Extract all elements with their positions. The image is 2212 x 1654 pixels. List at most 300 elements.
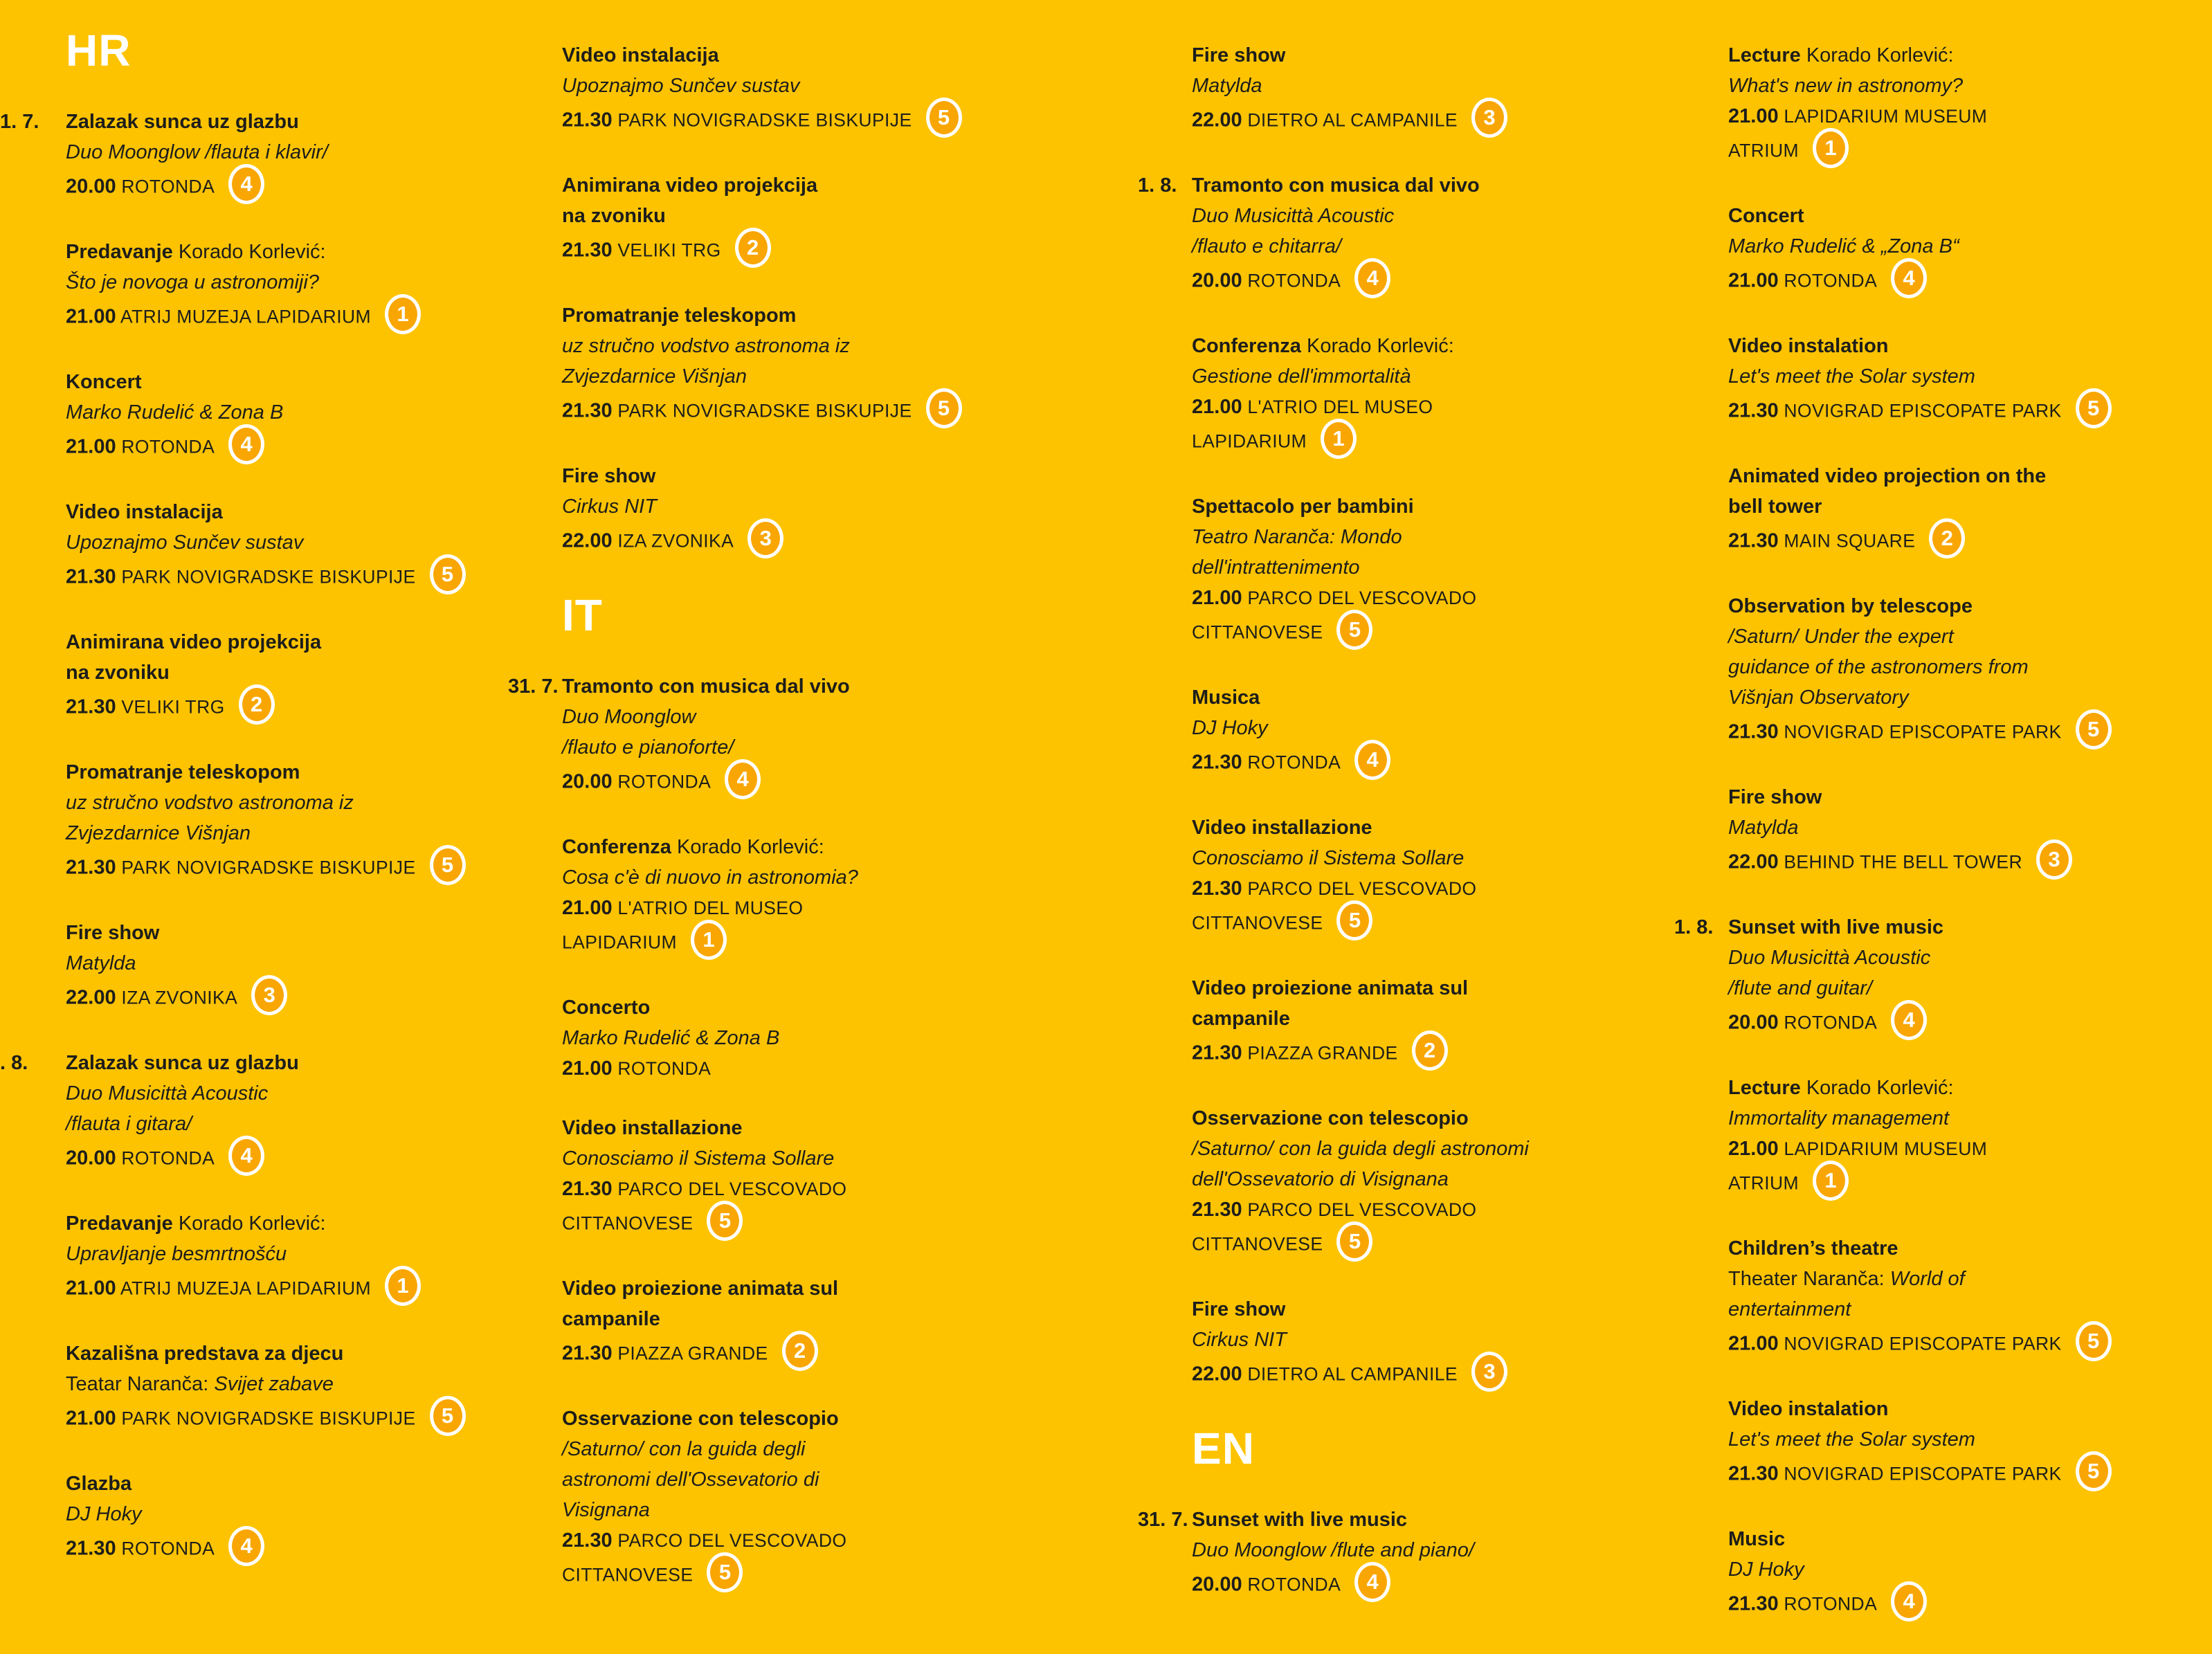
text-segment: ROTONDA [116, 1147, 215, 1169]
event-line [66, 1048, 523, 1078]
event-line [1728, 71, 2206, 101]
event-entry [1728, 591, 2206, 753]
text-segment: Korado Korlević: [1800, 1077, 1954, 1099]
text-segment: Conosciamo il Sistema Sollare [1192, 847, 1465, 869]
event-line [66, 298, 523, 338]
event-line [1728, 1103, 2206, 1134]
event-entry [1728, 1073, 2206, 1204]
text-segment: 21.30 [1728, 720, 1779, 743]
text-segment: ROTONDA [1242, 752, 1341, 773]
event-line [562, 1495, 1026, 1525]
event-entry [562, 1113, 1026, 1244]
event-entry [562, 1273, 1026, 1374]
event-line [66, 558, 523, 598]
text-segment: 21.00 [1728, 269, 1779, 292]
text-segment: Predavanje [66, 241, 173, 263]
event-entry [1728, 331, 2206, 432]
event-entry [1138, 1505, 1669, 1606]
event-line [66, 1239, 523, 1269]
text-segment: 21.00 [66, 1277, 116, 1300]
event-entry [0, 107, 523, 208]
event-line [1728, 591, 2206, 621]
text-segment: LAPIDARIUM MUSEUM [1778, 106, 1988, 127]
text-segment: 20.00 [1728, 1011, 1779, 1034]
venue-number-badge: 5 [707, 1201, 743, 1241]
event-line [66, 688, 523, 728]
text-segment: 20.00 [66, 1147, 116, 1170]
event-entry [1192, 973, 1669, 1074]
event-line [1192, 1535, 1669, 1565]
text-segment: ROTONDA [1778, 1593, 1878, 1615]
event-line [66, 757, 523, 788]
text-segment: ROTONDA [612, 771, 711, 792]
event-entry [1192, 682, 1669, 783]
event-line [562, 461, 1026, 491]
venue-number-badge: 5 [2076, 1321, 2112, 1361]
event-line [1192, 1225, 1669, 1265]
event-line [66, 948, 523, 979]
venue-number-badge: 5 [1336, 900, 1372, 940]
event-line [562, 893, 1026, 923]
program-column-4 [1674, 40, 2206, 1654]
event-line [562, 1204, 1026, 1244]
event-entry [1192, 812, 1669, 944]
text-segment: CITTANOVESE [562, 1564, 693, 1585]
venue-number-badge: 5 [430, 554, 466, 594]
venue-number-badge: 2 [239, 684, 275, 725]
text-segment: Upravljanje besmrtnošću [66, 1243, 287, 1265]
event-date: 1. 8. [1138, 174, 1177, 197]
text-segment: Fire show [1192, 44, 1286, 66]
text-segment: Cosa c'è di nuovo in astronomia? [562, 866, 858, 889]
event-line [1728, 461, 2206, 491]
venue-number-badge: 4 [1354, 258, 1390, 298]
text-segment: 21.30 [1728, 1462, 1779, 1485]
text-segment: Glazba [66, 1473, 132, 1495]
venue-number-badge: 5 [2076, 709, 2112, 749]
text-segment: Children’s theatre [1728, 1237, 1898, 1260]
text-segment: Conferenza [562, 836, 671, 858]
text-segment: PIAZZA GRANDE [612, 1343, 768, 1364]
text-segment: 21.00 [1728, 105, 1779, 127]
event-line [1192, 1505, 1669, 1535]
text-segment: Upoznajmo Sunčev sustav [66, 531, 304, 554]
event-line [66, 107, 523, 137]
event-entry [1192, 1103, 1669, 1265]
venue-number-badge: 4 [725, 759, 761, 799]
text-segment: 21.30 [562, 399, 613, 422]
event-line [562, 992, 1026, 1023]
event-line [562, 491, 1026, 522]
text-segment: Fire show [66, 922, 160, 944]
text-segment: DJ Hoky [1192, 717, 1268, 739]
venue-number-badge: 5 [430, 1396, 466, 1436]
text-segment: Promatranje teleskopom [562, 305, 797, 327]
event-line [562, 1053, 1026, 1084]
event-line [66, 1208, 523, 1239]
venue-number-badge: 4 [228, 1526, 264, 1566]
text-segment: 21.30 [562, 1342, 613, 1365]
text-segment: 20.00 [66, 175, 116, 198]
event-entry [562, 300, 1026, 432]
event-line [66, 979, 523, 1019]
text-segment: 21.30 [66, 1537, 116, 1560]
event-line [1728, 201, 2206, 231]
event-line [66, 428, 523, 468]
event-line [1728, 1073, 2206, 1103]
text-segment: BEHIND THE BELL TOWER [1778, 851, 2022, 873]
text-segment: na zvoniku [66, 662, 170, 684]
text-segment: DIETRO AL CAMPANILE [1242, 1363, 1458, 1385]
text-segment: Observation by telescope [1728, 595, 1973, 617]
event-entry [1728, 40, 2206, 172]
text-segment: ROTONDA [1242, 270, 1341, 291]
event-line [66, 818, 523, 848]
event-line [1192, 1294, 1669, 1325]
text-segment: Višnjan Observatory [1728, 687, 1909, 709]
event-line [1192, 583, 1669, 613]
event-line [1192, 812, 1669, 843]
venue-number-badge: 3 [2036, 839, 2072, 880]
text-segment: 20.00 [1192, 269, 1242, 292]
text-segment: 21.30 [1192, 1199, 1242, 1221]
venue-number-badge: 4 [1354, 740, 1390, 780]
event-line [562, 1556, 1026, 1596]
text-segment: CITTANOVESE [1192, 1233, 1323, 1255]
text-segment: ROTONDA [116, 176, 215, 197]
event-line [562, 1113, 1026, 1143]
event-line [1192, 682, 1669, 713]
text-segment: uz stručno vodstvo astronoma iz [562, 335, 850, 357]
event-entry [66, 918, 523, 1019]
text-segment: CITTANOVESE [1192, 912, 1323, 934]
event-entry [562, 170, 1026, 271]
event-line [562, 331, 1026, 361]
venue-number-badge: 3 [1471, 98, 1507, 138]
text-segment: Theater Naranča: [1728, 1268, 1885, 1290]
event-entry [562, 461, 1026, 562]
venue-number-badge: 2 [735, 228, 771, 268]
event-line [1728, 522, 2206, 562]
event-line [562, 201, 1026, 231]
text-segment: 22.00 [1192, 1363, 1242, 1385]
text-segment: Video proiezione animata sul [562, 1278, 839, 1300]
event-entry [1192, 331, 1669, 462]
text-segment: Duo Moonglow [562, 706, 696, 728]
event-line [66, 918, 523, 948]
event-line [1192, 713, 1669, 743]
text-segment: ROTONDA [612, 1058, 711, 1079]
event-entry [1192, 1294, 1669, 1395]
event-line [66, 657, 523, 688]
text-segment: L'ATRIO DEL MUSEO [612, 898, 804, 918]
event-line [562, 101, 1026, 141]
text-segment: IZA ZVONIKA [612, 530, 734, 552]
event-line [562, 862, 1026, 893]
text-segment: What's new in astronomy? [1728, 75, 1964, 97]
event-line [66, 1139, 523, 1179]
text-segment: Gestione dell'immortalità [1192, 365, 1411, 388]
event-line [562, 1273, 1026, 1304]
venue-number-badge: 5 [926, 388, 962, 428]
event-line [1192, 1003, 1669, 1034]
text-segment: Video instalation [1728, 335, 1889, 357]
text-segment: 21.30 [1728, 399, 1779, 422]
text-segment: ROTONDA [1242, 1574, 1341, 1595]
event-entry [1192, 40, 1669, 141]
event-entry [0, 1048, 523, 1179]
program-column-3 [1138, 40, 1669, 1635]
text-segment: Tramonto con musica dal vivo [562, 675, 850, 698]
event-line [562, 1143, 1026, 1174]
event-line [1192, 873, 1669, 904]
event-line [1192, 71, 1669, 101]
event-entry [562, 40, 1026, 141]
event-entry [1728, 1233, 2206, 1365]
event-line [1728, 131, 2206, 172]
event-line [66, 167, 523, 208]
event-entry [1728, 1394, 2206, 1495]
text-segment: 21.30 [1192, 751, 1242, 774]
event-line [1728, 1233, 2206, 1264]
event-line [66, 237, 523, 267]
text-segment: PARCO DEL VESCOVADO [1242, 1199, 1477, 1220]
text-segment: Music [1728, 1528, 1786, 1550]
text-segment: campanile [1192, 1008, 1290, 1030]
event-line [66, 1369, 523, 1399]
event-line [66, 788, 523, 818]
text-segment: DIETRO AL CAMPANILE [1242, 109, 1458, 131]
text-segment: Video installazione [562, 1117, 743, 1139]
event-line [1192, 40, 1669, 71]
text-segment: NOVIGRAD EPISCOPATE PARK [1778, 1333, 2062, 1354]
event-line [562, 702, 1026, 732]
event-entry [562, 992, 1026, 1084]
event-line [1728, 231, 2206, 262]
text-segment: ATRIJ MUZEJA LAPIDARIUM [116, 306, 371, 327]
event-line [66, 1499, 523, 1529]
event-line [562, 763, 1026, 803]
text-segment: Cirkus NIT [1192, 1329, 1287, 1351]
text-segment: 21.00 [562, 1057, 613, 1080]
event-line [1728, 943, 2206, 973]
event-line [1728, 1394, 2206, 1424]
event-line [1728, 491, 2206, 522]
text-segment: Fire show [1728, 786, 1822, 808]
event-line [1728, 973, 2206, 1003]
text-segment: Matylda [1192, 75, 1262, 97]
text-segment: Fire show [1192, 1298, 1286, 1320]
event-line [1192, 1034, 1669, 1074]
text-segment: Korado Korlević: [172, 1212, 326, 1235]
text-segment: Duo Musicittà Acoustic [66, 1082, 269, 1105]
text-segment: Zalazak sunca uz glazbu [66, 111, 299, 133]
venue-number-badge: 5 [1336, 610, 1372, 650]
text-segment: DJ Hoky [66, 1503, 142, 1525]
event-line [66, 848, 523, 889]
text-segment: Animirana video projekcija [562, 174, 818, 197]
text-segment: ATRIUM [1728, 1172, 1799, 1194]
venue-number-badge: 5 [707, 1552, 743, 1592]
event-line [66, 1269, 523, 1309]
event-line [562, 361, 1026, 392]
text-segment: Što je novoga u astronomiji? [66, 271, 319, 293]
event-line [562, 832, 1026, 862]
text-segment: PIAZZA GRANDE [1242, 1042, 1398, 1064]
text-segment: MAIN SQUARE [1778, 530, 1916, 552]
text-segment: Duo Moonglow /flute and piano/ [1192, 1539, 1474, 1561]
event-line [1728, 1294, 2206, 1325]
event-entry [66, 237, 523, 338]
event-date: 31. 7. [1138, 1509, 1188, 1531]
venue-number-badge: 4 [1891, 1581, 1927, 1621]
event-line [562, 1525, 1026, 1556]
event-line [66, 1078, 523, 1109]
event-entry [66, 497, 523, 598]
text-segment: 21.30 [562, 239, 613, 262]
text-segment: 21.30 [66, 565, 116, 588]
event-line [562, 1434, 1026, 1464]
text-segment: Video instalation [1728, 1398, 1889, 1420]
text-segment: Tramonto con musica dal vivo [1192, 174, 1480, 197]
text-segment: Matylda [1728, 817, 1799, 839]
text-segment: Matylda [66, 952, 136, 974]
event-line [1192, 231, 1669, 262]
text-segment: Let's meet the Solar system [1728, 365, 1975, 388]
text-segment: Conferenza [1192, 335, 1301, 357]
event-line [66, 1109, 523, 1139]
text-segment: 20.00 [562, 770, 613, 793]
event-line [66, 137, 523, 167]
event-line [1192, 101, 1669, 141]
text-segment: 22.00 [1192, 109, 1242, 131]
text-segment: Marko Rudelić & Zona B [66, 401, 284, 424]
event-line [66, 627, 523, 657]
event-line [1192, 201, 1669, 231]
event-entry [1192, 491, 1669, 653]
event-entry [66, 627, 523, 728]
text-segment: /flute and guitar/ [1728, 977, 1872, 999]
event-line [562, 231, 1026, 271]
text-segment: VELIKI TRG [116, 696, 225, 718]
text-segment: 21.30 [1192, 1042, 1242, 1064]
event-line [1728, 392, 2206, 432]
text-segment: Marko Rudelić & „Zona B“ [1728, 235, 1959, 257]
text-segment: Concert [1728, 205, 1804, 227]
text-segment: PARK NOVIGRADSKE BISKUPIJE [612, 109, 912, 131]
text-segment: Zvjezdarnice Višnjan [562, 365, 747, 388]
text-segment: Animirana video projekcija [66, 631, 322, 653]
text-segment: Osservazione con telescopio [1192, 1107, 1469, 1129]
event-line [1192, 331, 1669, 361]
text-segment: Osservazione con telescopio [562, 1408, 839, 1430]
text-segment: 21.00 [562, 897, 613, 919]
text-segment: bell tower [1728, 496, 1822, 518]
venue-number-badge: 5 [430, 845, 466, 885]
text-segment: 21.00 [66, 1407, 116, 1430]
event-entry [1674, 912, 2206, 1044]
text-segment: entertainment [1728, 1298, 1851, 1320]
venue-number-badge: 3 [251, 975, 287, 1015]
text-segment: PARK NOVIGRADSKE BISKUPIJE [116, 566, 416, 588]
text-segment: Concerto [562, 997, 651, 1019]
text-segment: NOVIGRAD EPISCOPATE PARK [1778, 721, 2062, 743]
text-segment: /Saturn/ Under the expert [1728, 626, 1954, 648]
venue-number-badge: 3 [1471, 1352, 1507, 1392]
event-entry [508, 671, 1026, 803]
text-segment: VELIKI TRG [612, 239, 721, 261]
event-entry [66, 1208, 523, 1309]
text-segment: Visignana [562, 1499, 650, 1521]
event-line [1728, 101, 2206, 131]
venue-number-badge: 1 [691, 920, 727, 960]
event-entry [66, 367, 523, 468]
event-line [1192, 491, 1669, 522]
text-segment: Korado Korlević: [1800, 44, 1954, 66]
venue-number-badge: 2 [1929, 518, 1965, 558]
text-segment: 21.00 [1192, 396, 1242, 418]
event-line [1728, 912, 2206, 943]
event-line [1192, 1103, 1669, 1134]
text-segment: Cirkus NIT [562, 496, 657, 518]
text-segment: PARCO DEL VESCOVADO [612, 1530, 847, 1551]
event-line [1728, 1524, 2206, 1554]
event-line [562, 1304, 1026, 1334]
event-entry [66, 757, 523, 889]
text-segment: PARK NOVIGRADSKE BISKUPIJE [116, 1408, 416, 1429]
program-column-2 [508, 40, 1026, 1625]
event-line [562, 1403, 1026, 1434]
text-segment: PARCO DEL VESCOVADO [1242, 588, 1477, 608]
event-line [1192, 262, 1669, 302]
event-line [1192, 1164, 1669, 1194]
event-line [1192, 843, 1669, 873]
text-segment: 21.00 [66, 435, 116, 458]
event-line [1728, 1264, 2206, 1294]
text-segment: /flauto e pianoforte/ [562, 736, 734, 758]
event-line [1192, 1325, 1669, 1355]
text-segment: Kazališna predstava za djecu [66, 1343, 344, 1365]
text-segment: ATRIJ MUZEJA LAPIDARIUM [116, 1278, 371, 1299]
event-line [1728, 1554, 2206, 1585]
event-line [1192, 904, 1669, 944]
text-segment: 20.00 [1192, 1573, 1242, 1596]
text-segment: 21.30 [562, 1529, 613, 1552]
text-segment: Sunset with live music [1192, 1509, 1408, 1531]
text-segment: /Saturno/ con la guida degli astronomi [1192, 1138, 1529, 1160]
event-line [1728, 1455, 2206, 1495]
event-line [1192, 1565, 1669, 1606]
text-segment: Video instalacija [562, 44, 719, 66]
text-segment: Duo Musicittà Acoustic [1192, 205, 1395, 227]
event-line [562, 170, 1026, 201]
event-line [562, 1334, 1026, 1374]
event-line [1728, 262, 2206, 302]
event-line [66, 267, 523, 298]
text-segment: Duo Musicittà Acoustic [1728, 947, 1931, 969]
event-line [1728, 713, 2206, 753]
text-segment: Video installazione [1192, 817, 1372, 839]
event-line [66, 1338, 523, 1369]
text-segment: 21.00 [66, 305, 116, 328]
text-segment: Duo Moonglow /flauta i klavir/ [66, 141, 328, 163]
event-entry [66, 1338, 523, 1439]
venue-number-badge: 1 [1813, 1161, 1849, 1201]
text-segment: Korado Korlević: [671, 836, 824, 858]
text-segment: 21.00 [1728, 1332, 1779, 1355]
event-line [1728, 1424, 2206, 1455]
text-segment: /flauta i gitara/ [66, 1113, 192, 1135]
